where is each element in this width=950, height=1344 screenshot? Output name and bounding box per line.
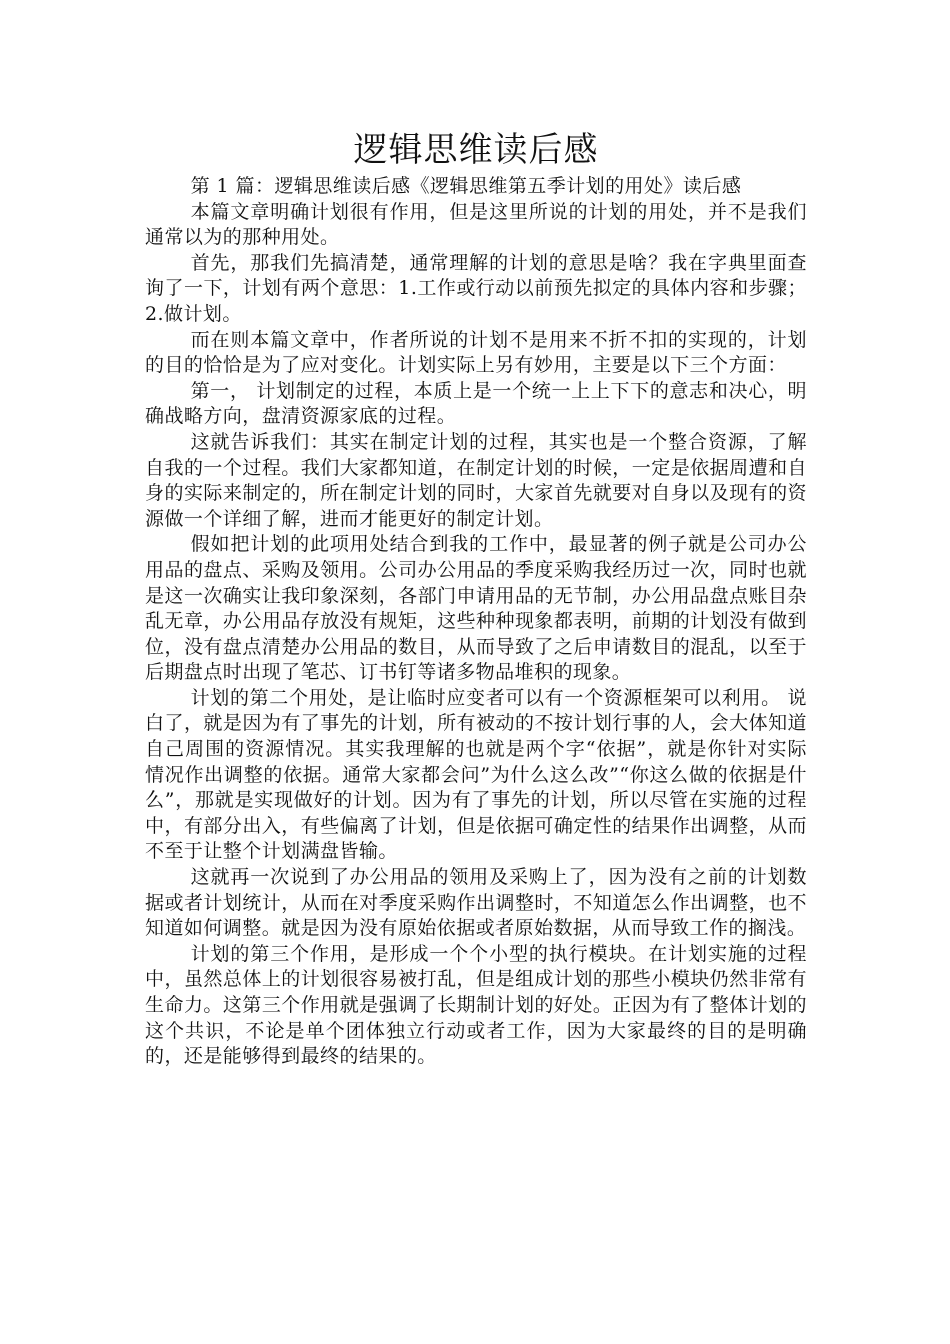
paragraph-1: 本篇文章明确计划很有作用，但是这里所说的计划的用处，并不是我们通常以为的那种用处。 [145, 200, 807, 249]
paragraph-3: 而在则本篇文章中，作者所说的计划不是用来不折不扣的实现的，计划的目的恰恰是为了应对变化。计划实际上另有妙用，主要是以下三个方面： [145, 328, 807, 377]
paragraph-5: 这就告诉我们：其实在制定计划的过程，其实也是一个整合资源，了解自我的一个过程。我们大家都知道，在制定计划的时候，一定是依据周遭和自身的实际来制定的，所在制定计划的同时，大家首先就要对自身以及现有的资源做一个详细了解，进而才能更好的制定计划。 [145, 430, 807, 530]
document-title: 逻辑思维读后感 [353, 130, 599, 170]
article-subtitle: 第 1 篇：逻辑思维读后感《逻辑思维第五季计划的用处》读后感 [190, 175, 742, 197]
paragraph-2: 首先，那我们先搞清楚，通常理解的计划的意思是啥？我在字典里面查询了一下，计划有两个意思：1.工作或行动以前预先拟定的具体内容和步骤； 2.做计划。 [145, 251, 807, 325]
paragraph-7: 计划的第二个用处，是让临时应变者可以有一个资源框架可以利用。 说白了，就是因为有了事先的计划，所有被动的不按计划行事的人，会大体知道自己周围的资源情况。其实我理解的也就是两个字“依据”，就是你针对实际情况作出调整的依据。通常大家都会问”为什么这么改”“你这么做的依据是什么”，那就是实现做好的计划。因为有了事先的计划，所以尽管在实施的过程中，有部分出入，有些偏离了计划，但是依据可确定性的结果作出调整，从而不至于让整个计划满盘皆输。 [145, 686, 807, 863]
paragraph-4: 第一， 计划制定的过程，本质上是一个统一上上下下的意志和决心，明确战略方向，盘清资源家底的过程。 [145, 379, 807, 428]
document-body [145, 128, 807, 1070]
paragraph-8: 这就再一次说到了办公用品的领用及采购上了，因为没有之前的计划数据或者计划统计，从而在对季度采购作出调整时，不知道怎么作出调整，也不知道如何调整。就是因为没有原始依据或者原始数据，从而导致工作的搁浅。 [145, 866, 807, 940]
paragraph-6: 假如把计划的此项用处结合到我的工作中，最显著的例子就是公司办公用品的盘点、采购及领用。公司办公用品的季度采购我经历过一次，同时也就是这一次确实让我印象深刻，各部门申请用品的无节制，办公用品盘点账目杂乱无章，办公用品存放没有规矩，这些种种现象都表明，前期的计划没有做到位，没有盘点清楚办公用品的数目，从而导致了之后申请数目的混乱，以至于后期盘点时出现了笔芯、订书钉等诸多物品堆积的现象。 [145, 533, 807, 684]
paragraph-9: 计划的第三个作用，是形成一个个小型的执行模块。在计划实施的过程中，虽然总体上的计划很容易被打乱，但是组成计划的那些小模块仍然非常有生命力。这第三个作用就是强调了长期制计划的好处。正因为有了整体计划的这个共识，不论是单个团体独立行动或者工作，因为大家最终的目的是明确的，还是能够得到最终的结果的。 [145, 942, 807, 1068]
